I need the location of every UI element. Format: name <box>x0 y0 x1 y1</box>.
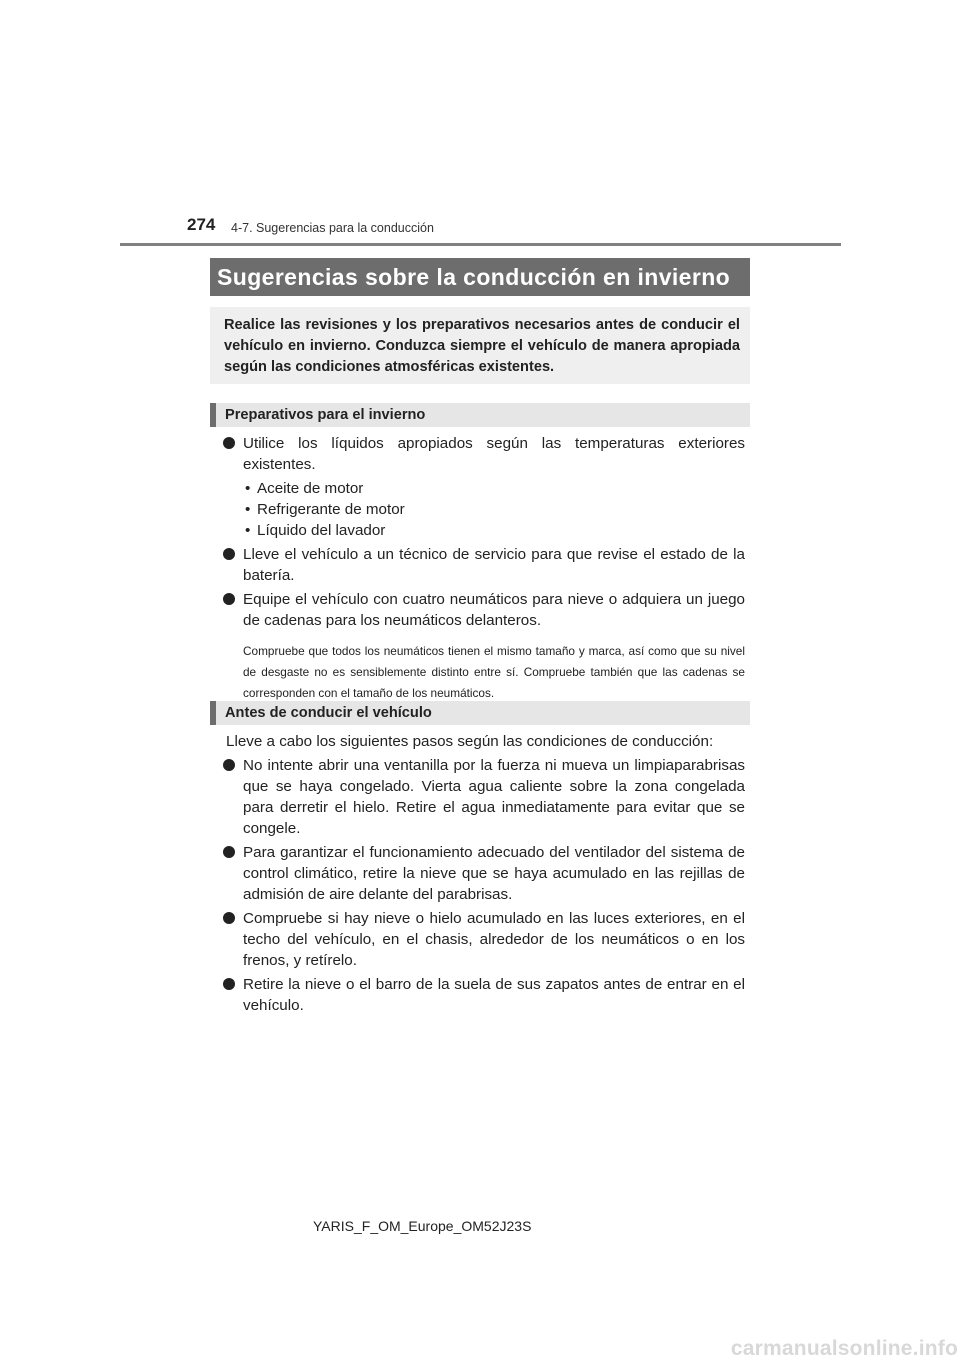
list-item <box>222 908 745 971</box>
bullet-icon <box>223 759 235 771</box>
list-item-text: Para garantizar el funcionamiento adecuado del ventilador del sistema de control climático, retire la nieve que se haya acumulado en las rejillas de admisión de aire delante del parabrisas. <box>243 844 745 903</box>
page-title: Sugerencias sobre la conducción en invierno <box>217 263 731 290</box>
watermark: carmanualsonline.info <box>730 1337 958 1360</box>
subheading-before-driving: Antes de conducir el vehículo <box>210 701 750 725</box>
list-item-text: Equipe el vehículo con cuatro neumáticos para nieve o adquiera un juego de cadenas para los neumáticos delanteros. <box>243 591 745 629</box>
bullet-icon <box>223 846 235 858</box>
section-before-driving <box>222 731 745 1019</box>
bullet-icon <box>223 593 235 605</box>
list-item <box>222 544 745 586</box>
list-item <box>222 842 745 905</box>
subheading-winter-preparations: Preparativos para el invierno <box>210 403 750 427</box>
page-title-bar <box>210 258 750 296</box>
bullet-icon <box>223 548 235 560</box>
sub-list-item <box>222 478 745 499</box>
bullet-icon <box>223 912 235 924</box>
list-item-text: Utilice los líquidos apropiados según las temperaturas exteriores existentes. <box>243 435 745 473</box>
sub-list-item <box>222 520 745 541</box>
list-item <box>222 974 745 1016</box>
sub-list-item-text: Aceite de motor <box>257 480 364 497</box>
lead-text: Lleve a cabo los siguientes pasos según las condiciones de conducción: <box>226 733 714 750</box>
list-item <box>222 589 745 631</box>
list-item-text: Lleve el vehículo a un técnico de servicio para que revise el estado de la batería. <box>243 546 745 584</box>
sub-bullet-icon: • <box>245 480 251 497</box>
sub-list-item <box>222 499 745 520</box>
bullet-icon <box>223 437 235 449</box>
bullet-icon <box>223 978 235 990</box>
list-item <box>222 433 745 475</box>
sub-bullet-icon: • <box>245 501 251 518</box>
list-item-text: Retire la nieve o el barro de la suela de sus zapatos antes de entrar en el vehículo. <box>243 976 745 1014</box>
section-label: 4-7. Sugerencias para la conducción <box>231 221 434 235</box>
page-number: 274 <box>187 215 216 234</box>
note-text: Compruebe que todos los neumáticos tienen el mismo tamaño y marca, así como que su nivel de desgaste no es sensiblemente distinto entre sí. Compruebe también que las cadenas se corresponden con el tamaño de los neumáticos. <box>243 644 745 700</box>
sub-list-item-text: Refrigerante de motor <box>257 501 405 518</box>
list-item-text: No intente abrir una ventanilla por la fuerza ni mueva un limpiaparabrisas que se haya congelado. Vierta agua caliente sobre la zona congelada para derretir el hielo. Retire el agua inmediatamente para evitar que se congele. <box>243 757 745 837</box>
list-item <box>222 755 745 839</box>
section-winter-preparations <box>222 433 745 704</box>
sub-list-item-text: Líquido del lavador <box>257 522 386 539</box>
list-item-text: Compruebe si hay nieve o hielo acumulado en las luces exteriores, en el techo del vehículo, en el chasis, alrededor de los neumáticos o en los frenos, y retírelo. <box>243 910 745 969</box>
intro-box: Realice las revisiones y los preparativos necesarios antes de conducir el vehículo en invierno. Conduzca siempre el vehículo de manera apropiada según las condiciones atmosféricas existentes. <box>210 307 750 384</box>
header-divider <box>120 243 841 246</box>
sub-bullet-icon: • <box>245 522 251 539</box>
document-code: YARIS_F_OM_Europe_OM52J23S <box>313 1218 532 1234</box>
